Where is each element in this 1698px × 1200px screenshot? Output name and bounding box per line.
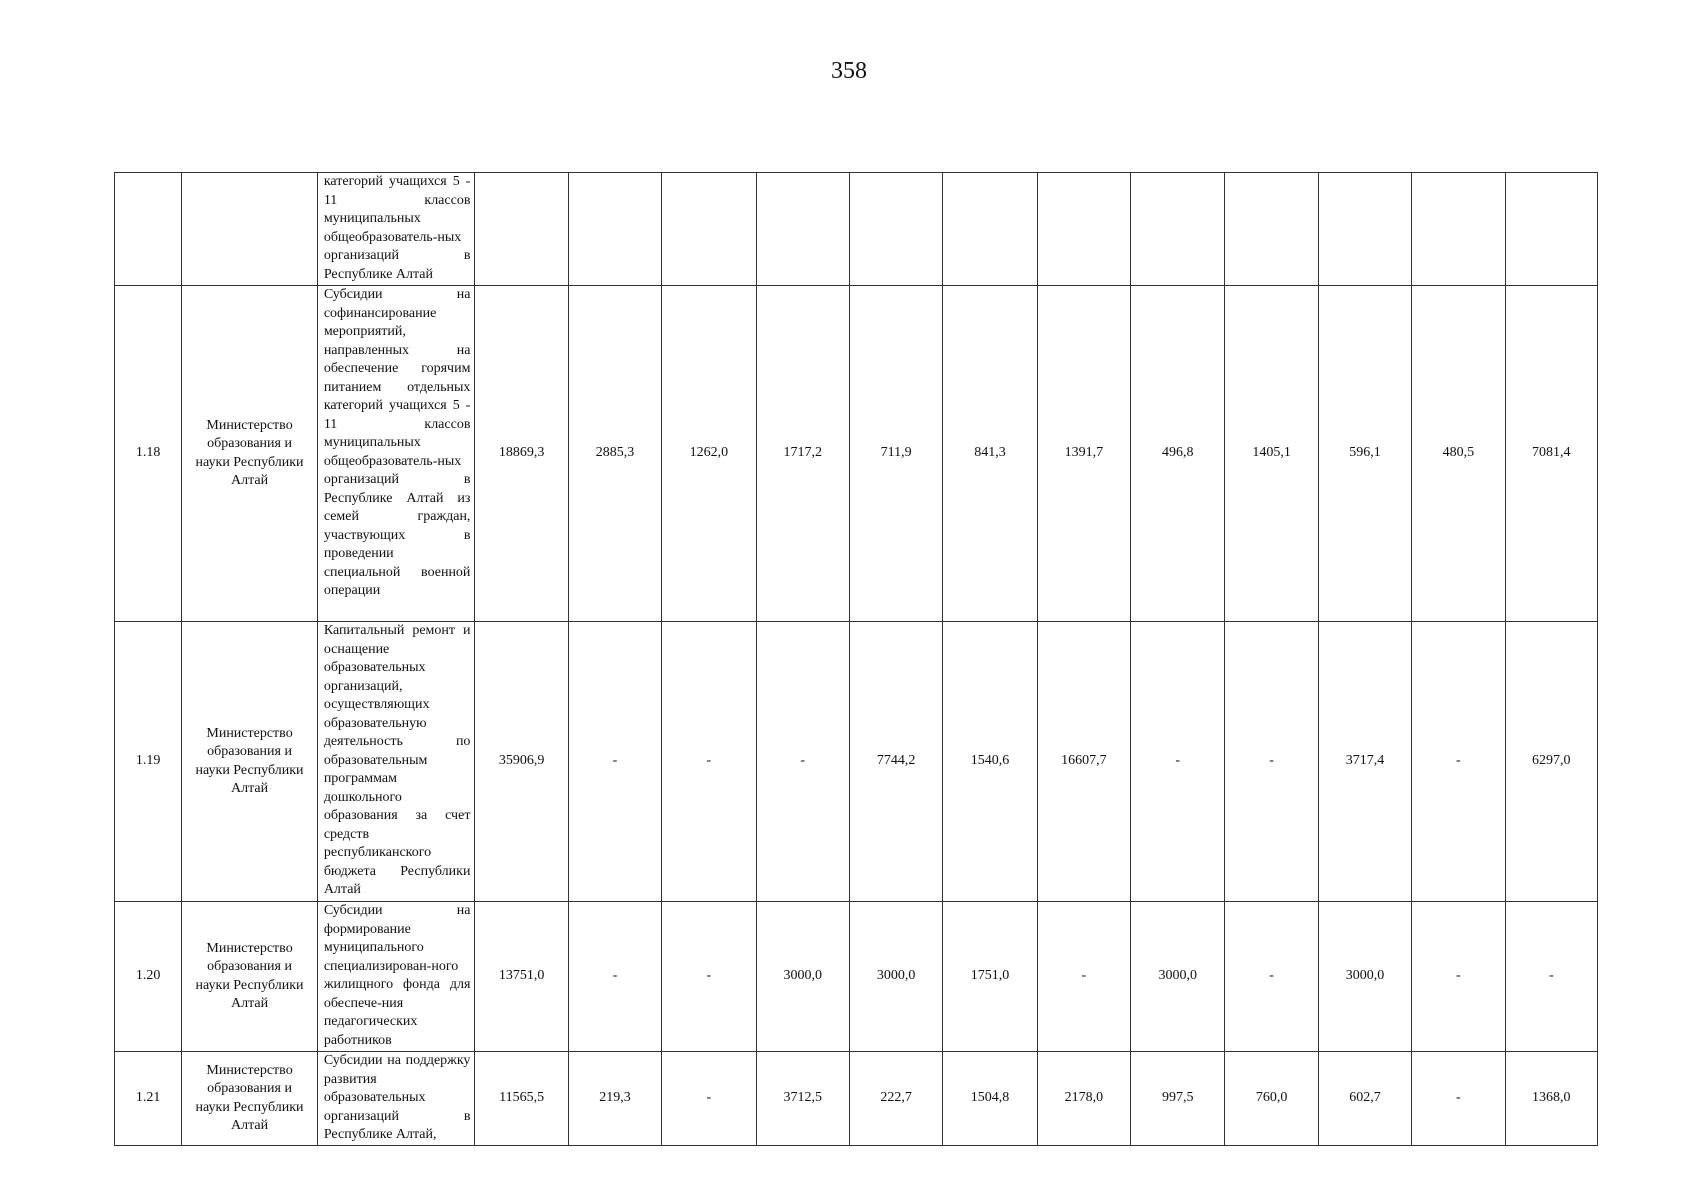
amount-cell: 3000,0	[1131, 902, 1225, 1052]
table-row	[115, 286, 1598, 622]
amount-cell	[1412, 173, 1505, 286]
amount-cell: -	[756, 622, 849, 902]
row-number	[115, 173, 182, 286]
amount-cell: -	[1225, 902, 1318, 1052]
amount-cell: -	[662, 1052, 756, 1146]
responsible-organization: Министерство образования и науки Республики Алтай	[182, 1052, 318, 1146]
table-row	[115, 173, 1598, 286]
amount-cell: 7081,4	[1505, 286, 1597, 622]
total-amount-cell	[475, 173, 568, 286]
amount-cell: 1751,0	[943, 902, 1037, 1052]
measure-description: Субсидии на формирование муниципального специализирован-ного жилищного фонда для обеспече-ния педагогических работников	[317, 902, 475, 1052]
amount-cell: 596,1	[1318, 286, 1411, 622]
amount-cell: 3000,0	[1318, 902, 1411, 1052]
table-row	[115, 622, 1598, 902]
amount-cell: 480,5	[1412, 286, 1505, 622]
amount-cell: 3717,4	[1318, 622, 1411, 902]
amount-cell: 1540,6	[943, 622, 1037, 902]
amount-cell: -	[1037, 902, 1130, 1052]
amount-cell: -	[568, 622, 661, 902]
amount-cell: 3000,0	[756, 902, 849, 1052]
table-row	[115, 1052, 1598, 1146]
amount-cell: 602,7	[1318, 1052, 1411, 1146]
total-amount-cell: 11565,5	[475, 1052, 568, 1146]
amount-cell: -	[568, 902, 661, 1052]
responsible-organization: Министерство образования и науки Республики Алтай	[182, 622, 318, 902]
amount-cell	[943, 173, 1037, 286]
amount-cell: -	[1505, 902, 1597, 1052]
row-number: 1.20	[115, 902, 182, 1052]
page-number: 358	[831, 58, 867, 84]
amount-cell: 219,3	[568, 1052, 661, 1146]
responsible-organization: Министерство образования и науки Республики Алтай	[182, 286, 318, 622]
measure-description: Субсидии на поддержку развития образовательных организаций в Республике Алтай,	[317, 1052, 475, 1146]
amount-cell	[1225, 173, 1318, 286]
table-body	[115, 173, 1598, 1146]
amount-cell: 16607,7	[1037, 622, 1130, 902]
amount-cell: 1391,7	[1037, 286, 1130, 622]
amount-cell	[756, 173, 849, 286]
amount-cell: -	[662, 622, 756, 902]
amount-cell	[1037, 173, 1130, 286]
amount-cell	[662, 173, 756, 286]
row-number: 1.18	[115, 286, 182, 622]
amount-cell	[849, 173, 942, 286]
amount-cell	[1318, 173, 1411, 286]
amount-cell: 760,0	[1225, 1052, 1318, 1146]
amount-cell: 997,5	[1131, 1052, 1225, 1146]
table-row	[115, 902, 1598, 1052]
amount-cell: 7744,2	[849, 622, 942, 902]
responsible-organization: Министерство образования и науки Республики Алтай	[182, 902, 318, 1052]
amount-cell	[1505, 173, 1597, 286]
amount-cell: 841,3	[943, 286, 1037, 622]
amount-cell	[1131, 173, 1225, 286]
amount-cell: -	[1225, 622, 1318, 902]
measure-description: Капитальный ремонт и оснащение образовательных организаций, осуществляющих образовательную деятельность по образовательным программам дошкольного образования за счет средств республиканского бюджета Республики Алтай	[317, 622, 475, 902]
row-number: 1.19	[115, 622, 182, 902]
amount-cell: 3000,0	[849, 902, 942, 1052]
amount-cell: 711,9	[849, 286, 942, 622]
responsible-organization	[182, 173, 318, 286]
amount-cell: 222,7	[849, 1052, 942, 1146]
amount-cell: -	[1412, 902, 1505, 1052]
amount-cell: 2178,0	[1037, 1052, 1130, 1146]
amount-cell: 1262,0	[662, 286, 756, 622]
amount-cell: 6297,0	[1505, 622, 1597, 902]
row-number: 1.21	[115, 1052, 182, 1146]
amount-cell: -	[1131, 622, 1225, 902]
amount-cell: 496,8	[1131, 286, 1225, 622]
budget-table	[114, 172, 1598, 1146]
total-amount-cell: 18869,3	[475, 286, 568, 622]
amount-cell: 2885,3	[568, 286, 661, 622]
total-amount-cell: 13751,0	[475, 902, 568, 1052]
amount-cell: 1504,8	[943, 1052, 1037, 1146]
amount-cell	[568, 173, 661, 286]
amount-cell: -	[1412, 622, 1505, 902]
measure-description: Субсидии на софинансирование мероприятий, направленных на обеспечение горячим питанием отдельных категорий учащихся 5 - 11 классов муниципальных общеобразователь-ных организаций в Республике Алтай из семей граждан, участвующих в проведении специальной военной операции	[317, 286, 475, 622]
amount-cell: 1405,1	[1225, 286, 1318, 622]
amount-cell: 3712,5	[756, 1052, 849, 1146]
total-amount-cell: 35906,9	[475, 622, 568, 902]
measure-description: категорий учащихся 5 - 11 классов муниципальных общеобразователь-ных организаций в Республике Алтай	[317, 173, 475, 286]
amount-cell: 1717,2	[756, 286, 849, 622]
amount-cell: -	[1412, 1052, 1505, 1146]
amount-cell: 1368,0	[1505, 1052, 1597, 1146]
amount-cell: -	[662, 902, 756, 1052]
